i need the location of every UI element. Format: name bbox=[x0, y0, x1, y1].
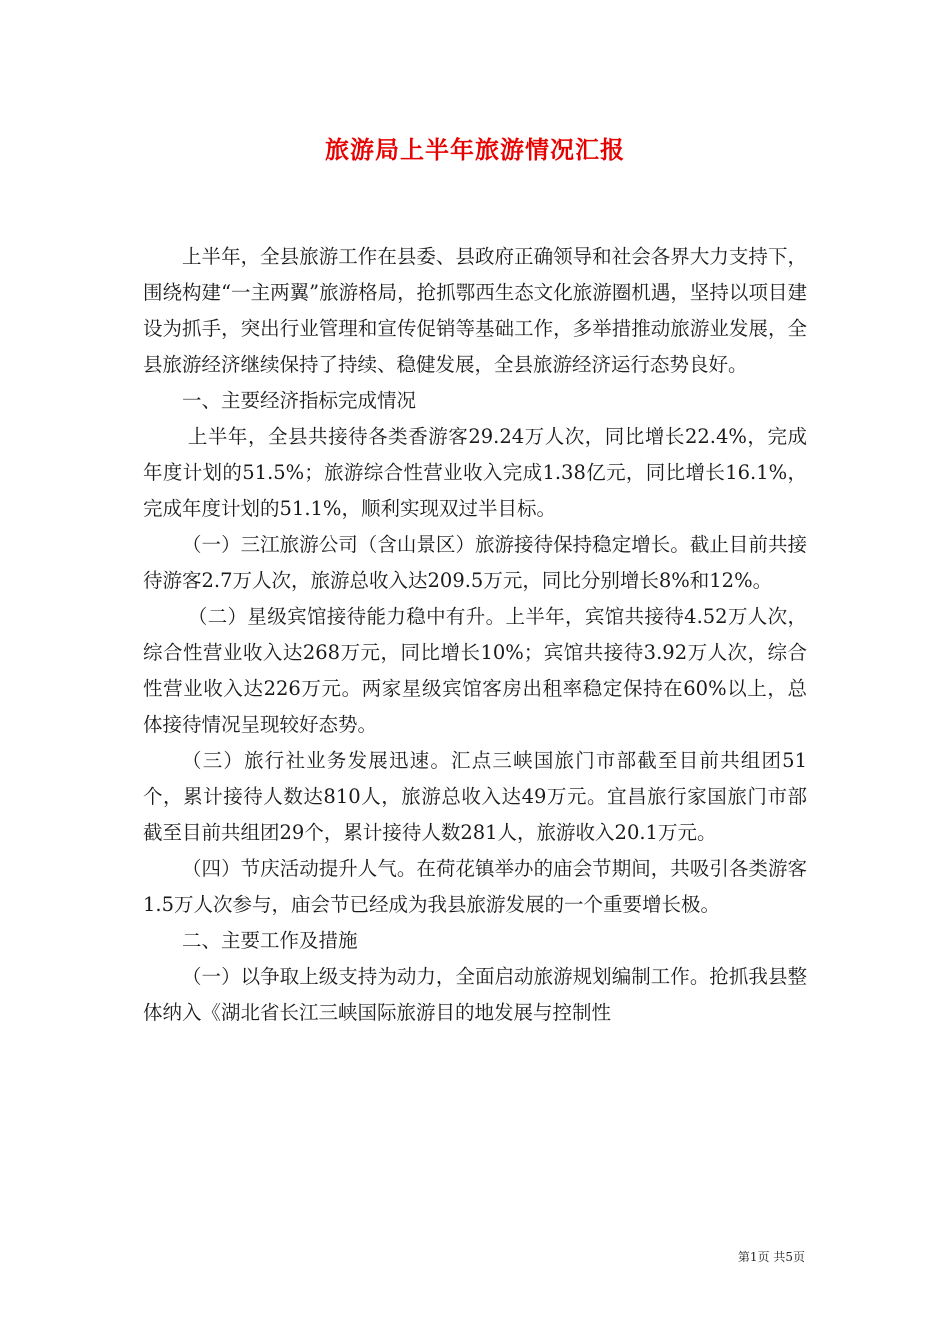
section-heading-1: 一、主要经济指标完成情况 bbox=[182, 389, 417, 412]
paragraph-item-2: （二）星级宾馆接待能力稳中有升。上半年，宾馆共接待4.52万人次，综合性营业收入达268万元，同比增长10%；宾馆共接待3.92万人次，综合性营业收入达226万元。两家星级宾馆客房出租率稳定保持在60%以上，总体接待情况呈现较好态势。 bbox=[143, 605, 807, 736]
paragraph-item-3: （三）旅行社业务发展迅速。汇点三峡国旅门市部截至目前共组团51个，累计接待人数达810人，旅游总收入达49万元。宜昌旅行家国旅门市部截至目前共组团29个，累计接待人数281人，旅游收入20.1万元。 bbox=[143, 749, 807, 844]
paragraph-item-1: （一）三江旅游公司（含山景区）旅游接待保持稳定增长。截止目前共接待游客2.7万人次，旅游总收入达209.5万元，同比分别增长8%和12%。 bbox=[143, 533, 807, 592]
section-heading-2: 二、主要工作及措施 bbox=[182, 929, 358, 952]
paragraph-intro: 上半年，全县旅游工作在县委、县政府正确领导和社会各界大力支持下，围绕构建“一主两翼”旅游格局，抢抓鄂西生态文化旅游圈机遇，坚持以项目建设为抓手，突出行业管理和宣传促销等基础工作，多举措推动旅游业发展，全县旅游经济继续保持了持续、稳健发展，全县旅游经济运行态势良好。 bbox=[143, 245, 807, 376]
document-body bbox=[143, 239, 807, 1031]
paragraph-indicators: 上半年，全县共接待各类香游客29.24万人次，同比增长22.4%，完成年度计划的51.5%；旅游综合性营业收入完成1.38亿元，同比增长16.1%，完成年度计划的51.1%，顺利实现双过半目标。 bbox=[143, 425, 807, 520]
page-number: 第1页 共5页 bbox=[737, 1250, 805, 1264]
paragraph-item-4: （四）节庆活动提升人气。在荷花镇举办的庙会节期间，共吸引各类游客1.5万人次参与，庙会节已经成为我县旅游发展的一个重要增长极。 bbox=[143, 857, 807, 916]
document-title: 旅游局上半年旅游情况汇报 bbox=[325, 136, 625, 164]
paragraph-measure-1: （一）以争取上级支持为动力，全面启动旅游规划编制工作。抢抓我县整体纳入《湖北省长江三峡国际旅游目的地发展与控制性 bbox=[143, 965, 807, 1024]
